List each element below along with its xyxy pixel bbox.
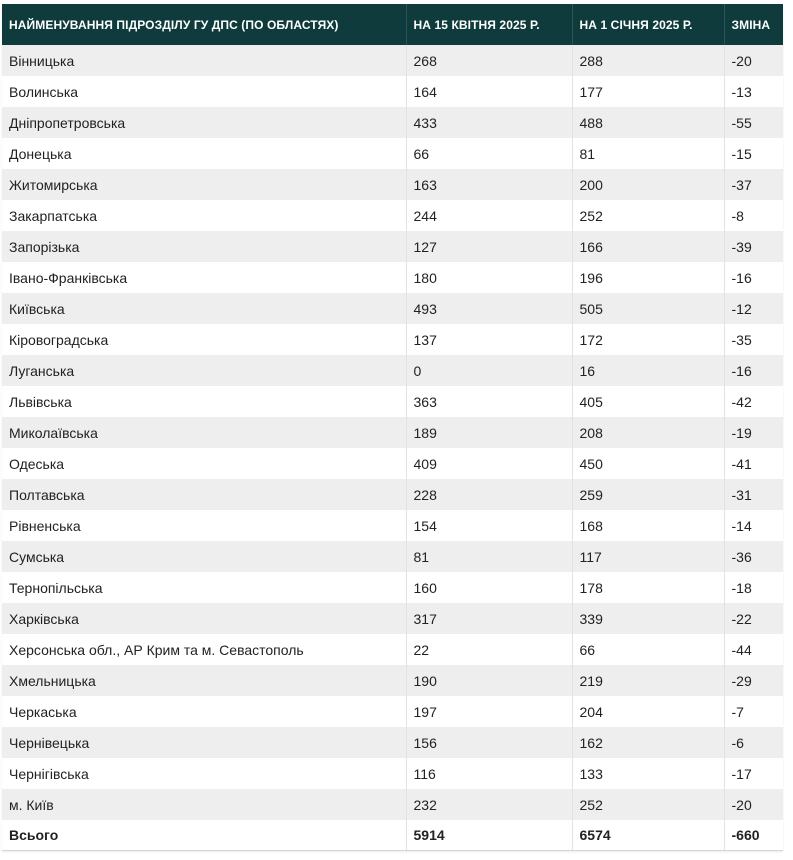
cell-change: -8 <box>724 200 783 231</box>
total-april-2025: 5914 <box>406 820 572 850</box>
cell-january-2025: 219 <box>572 665 724 696</box>
cell-change: -12 <box>724 293 783 324</box>
cell-change: -35 <box>724 324 783 355</box>
table-row <box>2 45 783 76</box>
cell-january-2025: 66 <box>572 634 724 665</box>
cell-january-2025: 450 <box>572 448 724 479</box>
table-row <box>2 417 783 448</box>
table-row <box>2 200 783 231</box>
cell-january-2025: 172 <box>572 324 724 355</box>
table-row <box>2 448 783 479</box>
cell-change: -6 <box>724 727 783 758</box>
table-row <box>2 541 783 572</box>
cell-january-2025: 81 <box>572 138 724 169</box>
cell-january-2025: 177 <box>572 76 724 107</box>
cell-unit-name: Харківська <box>2 603 406 634</box>
cell-unit-name: Кіровоградська <box>2 324 406 355</box>
cell-january-2025: 339 <box>572 603 724 634</box>
cell-change: -42 <box>724 386 783 417</box>
column-header-change: ЗМІНА <box>724 4 783 45</box>
cell-unit-name: Миколаївська <box>2 417 406 448</box>
cell-change: -19 <box>724 417 783 448</box>
table-row <box>2 510 783 541</box>
table-row <box>2 634 783 665</box>
cell-change: -22 <box>724 603 783 634</box>
cell-change: -7 <box>724 696 783 727</box>
cell-april-2025: 160 <box>406 572 572 603</box>
cell-april-2025: 66 <box>406 138 572 169</box>
cell-unit-name: Запорізька <box>2 231 406 262</box>
cell-april-2025: 81 <box>406 541 572 572</box>
cell-unit-name: Полтавська <box>2 479 406 510</box>
table-row <box>2 355 783 386</box>
cell-april-2025: 116 <box>406 758 572 789</box>
table-body <box>2 45 783 850</box>
cell-change: -37 <box>724 169 783 200</box>
cell-unit-name: Івано-Франківська <box>2 262 406 293</box>
cell-january-2025: 178 <box>572 572 724 603</box>
table-row <box>2 479 783 510</box>
cell-january-2025: 252 <box>572 200 724 231</box>
cell-january-2025: 200 <box>572 169 724 200</box>
cell-april-2025: 180 <box>406 262 572 293</box>
cell-unit-name: Луганська <box>2 355 406 386</box>
cell-unit-name: м. Київ <box>2 789 406 820</box>
cell-april-2025: 189 <box>406 417 572 448</box>
cell-unit-name: Херсонська обл., АР Крим та м. Севастополь <box>2 634 406 665</box>
cell-january-2025: 166 <box>572 231 724 262</box>
cell-unit-name: Волинська <box>2 76 406 107</box>
cell-unit-name: Рівненська <box>2 510 406 541</box>
cell-change: -18 <box>724 572 783 603</box>
cell-april-2025: 363 <box>406 386 572 417</box>
table-row <box>2 262 783 293</box>
cell-january-2025: 259 <box>572 479 724 510</box>
cell-april-2025: 317 <box>406 603 572 634</box>
cell-april-2025: 22 <box>406 634 572 665</box>
cell-january-2025: 162 <box>572 727 724 758</box>
cell-change: -17 <box>724 758 783 789</box>
table-row <box>2 107 783 138</box>
table-row <box>2 727 783 758</box>
cell-unit-name: Одеська <box>2 448 406 479</box>
cell-unit-name: Дніпропетровська <box>2 107 406 138</box>
column-header-april-2025: НА 15 КВІТНЯ 2025 Р. <box>406 4 572 45</box>
cell-april-2025: 156 <box>406 727 572 758</box>
cell-change: -39 <box>724 231 783 262</box>
cell-unit-name: Чернівецька <box>2 727 406 758</box>
cell-change: -16 <box>724 262 783 293</box>
cell-january-2025: 488 <box>572 107 724 138</box>
table-row <box>2 758 783 789</box>
cell-january-2025: 505 <box>572 293 724 324</box>
table-row <box>2 603 783 634</box>
cell-unit-name: Київська <box>2 293 406 324</box>
table-row <box>2 386 783 417</box>
cell-change: -36 <box>724 541 783 572</box>
cell-april-2025: 493 <box>406 293 572 324</box>
cell-unit-name: Черкаська <box>2 696 406 727</box>
cell-april-2025: 232 <box>406 789 572 820</box>
table-row <box>2 572 783 603</box>
total-label: Всього <box>2 820 406 850</box>
table-row <box>2 665 783 696</box>
total-change: -660 <box>724 820 783 850</box>
cell-april-2025: 228 <box>406 479 572 510</box>
cell-january-2025: 16 <box>572 355 724 386</box>
cell-change: -14 <box>724 510 783 541</box>
cell-april-2025: 244 <box>406 200 572 231</box>
cell-change: -29 <box>724 665 783 696</box>
data-table-container <box>2 4 783 851</box>
table-row <box>2 76 783 107</box>
cell-april-2025: 137 <box>406 324 572 355</box>
cell-january-2025: 117 <box>572 541 724 572</box>
cell-april-2025: 154 <box>406 510 572 541</box>
cell-change: -41 <box>724 448 783 479</box>
cell-january-2025: 288 <box>572 45 724 76</box>
cell-change: -55 <box>724 107 783 138</box>
cell-january-2025: 405 <box>572 386 724 417</box>
table-header <box>2 4 783 45</box>
cell-april-2025: 190 <box>406 665 572 696</box>
cell-april-2025: 164 <box>406 76 572 107</box>
cell-january-2025: 252 <box>572 789 724 820</box>
cell-april-2025: 433 <box>406 107 572 138</box>
table-row <box>2 231 783 262</box>
cell-unit-name: Вінницька <box>2 45 406 76</box>
total-january-2025: 6574 <box>572 820 724 850</box>
cell-change: -31 <box>724 479 783 510</box>
cell-april-2025: 0 <box>406 355 572 386</box>
cell-april-2025: 409 <box>406 448 572 479</box>
cell-january-2025: 196 <box>572 262 724 293</box>
cell-change: -20 <box>724 45 783 76</box>
cell-april-2025: 268 <box>406 45 572 76</box>
cell-change: -20 <box>724 789 783 820</box>
cell-change: -16 <box>724 355 783 386</box>
cell-unit-name: Закарпатська <box>2 200 406 231</box>
column-header-january-2025: НА 1 СІЧНЯ 2025 Р. <box>572 4 724 45</box>
cell-unit-name: Чернігівська <box>2 758 406 789</box>
cell-january-2025: 208 <box>572 417 724 448</box>
data-table <box>2 4 783 850</box>
table-row <box>2 138 783 169</box>
table-row <box>2 789 783 820</box>
cell-unit-name: Львівська <box>2 386 406 417</box>
cell-april-2025: 197 <box>406 696 572 727</box>
cell-unit-name: Житомирська <box>2 169 406 200</box>
cell-change: -44 <box>724 634 783 665</box>
cell-unit-name: Тернопільська <box>2 572 406 603</box>
cell-change: -13 <box>724 76 783 107</box>
table-row <box>2 696 783 727</box>
cell-unit-name: Донецька <box>2 138 406 169</box>
column-header-unit-name: НАЙМЕНУВАННЯ ПІДРОЗДІЛУ ГУ ДПС (ПО ОБЛАСТЯХ) <box>2 4 406 45</box>
cell-april-2025: 127 <box>406 231 572 262</box>
total-row <box>2 820 783 850</box>
header-row <box>2 4 783 45</box>
table-row <box>2 293 783 324</box>
cell-unit-name: Сумська <box>2 541 406 572</box>
table-row <box>2 324 783 355</box>
cell-january-2025: 133 <box>572 758 724 789</box>
cell-april-2025: 163 <box>406 169 572 200</box>
cell-change: -15 <box>724 138 783 169</box>
table-row <box>2 169 783 200</box>
cell-january-2025: 204 <box>572 696 724 727</box>
cell-january-2025: 168 <box>572 510 724 541</box>
cell-unit-name: Хмельницька <box>2 665 406 696</box>
